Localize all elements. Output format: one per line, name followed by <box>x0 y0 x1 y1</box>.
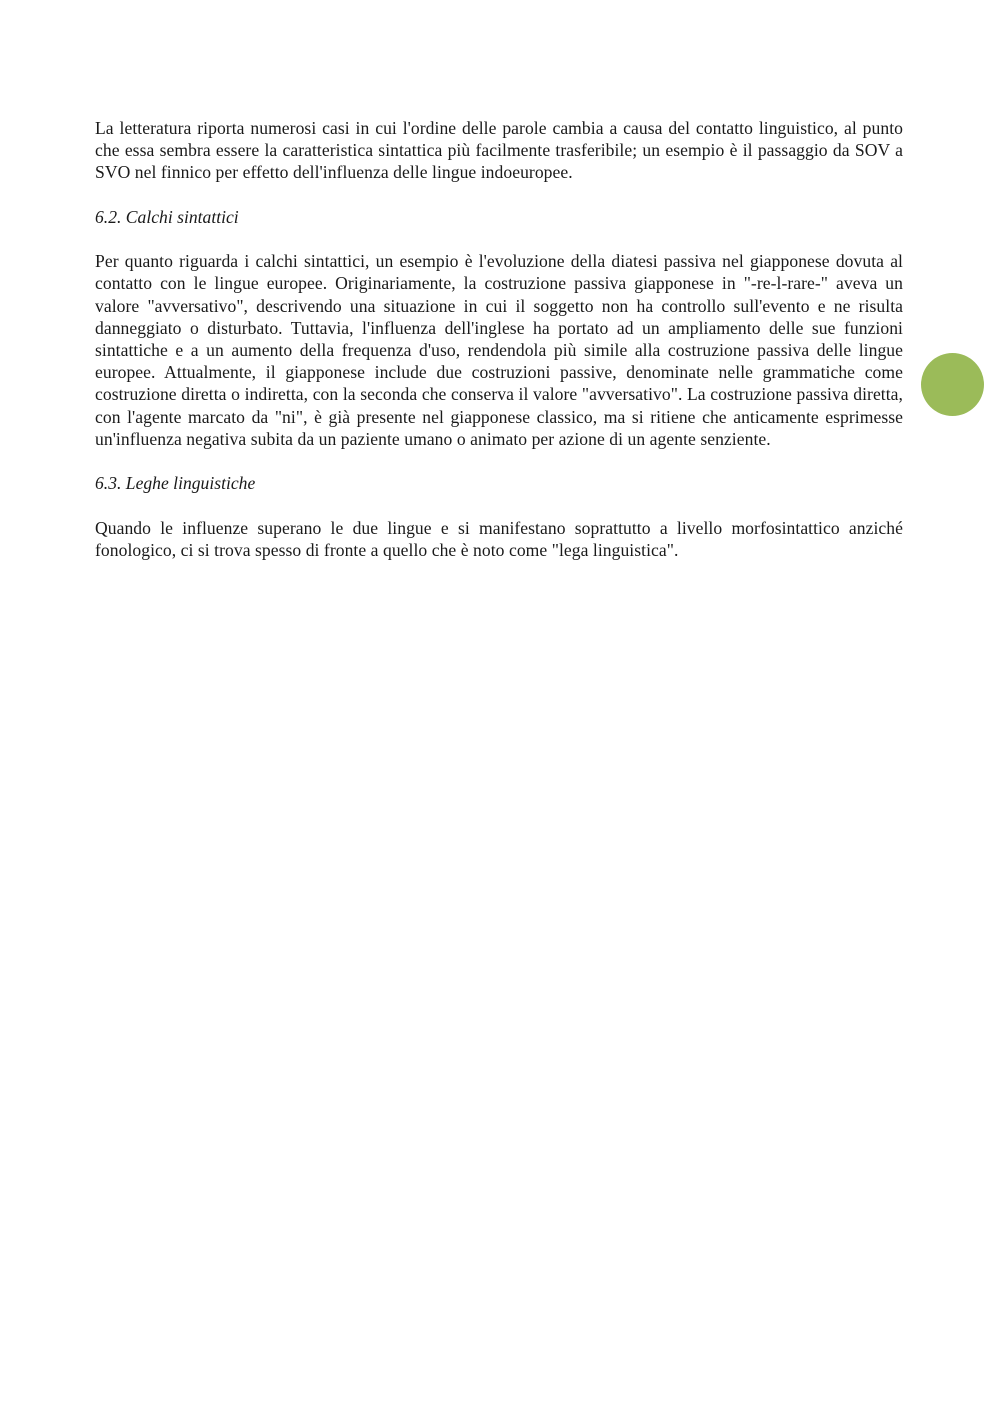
paragraph-word-order: La letteratura riporta numerosi casi in cui l'ordine delle parole cambia a causa del contatto linguistico, al punto che essa sembra essere la caratteristica sintattica più facilmente trasferibile; un esempio è il passaggio da SOV a SVO nel finnico per effetto dell'influenza delle lingue indoeuropee. <box>95 118 903 183</box>
page-content <box>95 117 903 561</box>
paragraph-calchi-sintattici: Per quanto riguarda i calchi sintattici, un esempio è l'evoluzione della diatesi passiva nel giapponese dovuta al contatto con le lingue europee. Originariamente, la costruzione passiva giapponese in "-re-l-rare-" aveva un valore "avversativo", descrivendo una situazione in cui il soggetto non ha controllo sull'evento e ne risulta danneggiato o disturbato. Tuttavia, l'influenza dell'inglese ha portato ad un ampliamento delle sue funzioni sintattiche e a un aumento della frequenza d'uso, rendendola più simile alla costruzione passiva delle lingue europee. Attualmente, il giapponese include due costruzioni passive, denominate nelle grammatiche come costruzione diretta o indiretta, con la seconda che conserva il valore "avversativo". La costruzione passiva diretta, con l'agente marcato da "ni", è già presente nel giapponese classico, ma si ritiene che anticamente esprimesse un'influenza negativa subita da un paziente umano o animato per azione di un agente senziente. <box>95 251 903 449</box>
section-heading-calchi-sintattici: 6.2. Calchi sintattici <box>95 206 239 227</box>
decorative-circle-marker <box>921 353 984 416</box>
paragraph-leghe-linguistiche: Quando le influenze superano le due lingue e si manifestano soprattutto a livello morfosintattico anziché fonologico, ci si trova spesso di fronte a quello che è noto come "lega linguistica". <box>95 517 903 560</box>
spacer <box>95 494 903 516</box>
spacer <box>95 450 903 472</box>
section-heading-leghe-linguistiche: 6.3. Leghe linguistiche <box>95 473 256 494</box>
spacer <box>95 228 903 250</box>
spacer <box>95 184 903 206</box>
